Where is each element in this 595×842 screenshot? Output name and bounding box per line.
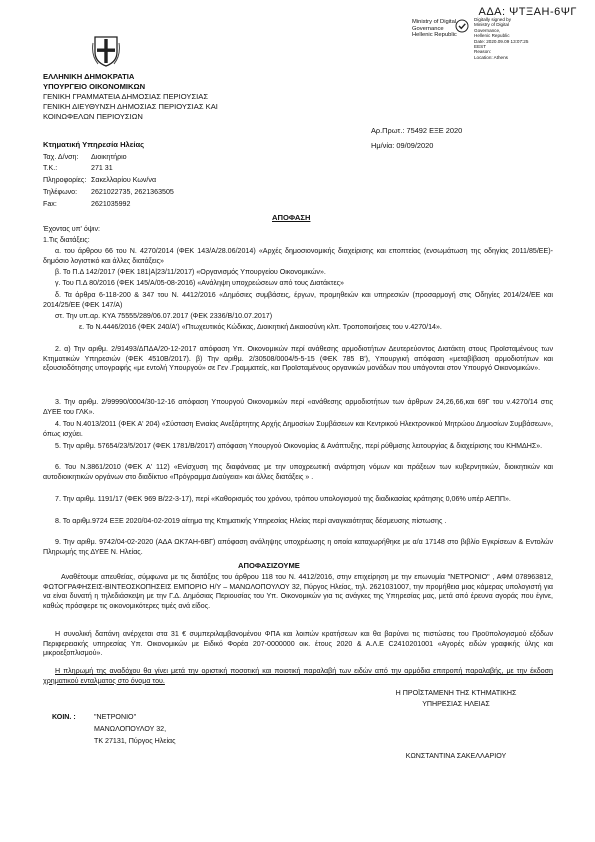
ada-code: ΑΔΑ: ΨΤΞΑΗ-6ΨΓ bbox=[478, 6, 577, 18]
provision-item: γ. Του Π.Δ 80/2016 (ΦΕΚ 145/Α/05-08-2016) «Ανάληψη υποχρεώσεων από τους Διατάκτες» bbox=[55, 279, 344, 287]
contact-row bbox=[43, 200, 130, 210]
contact-key: Ταχ. Δ/νση: bbox=[43, 153, 79, 161]
provision-item: στ. Την υπ.αρ. ΚΥΑ 75555/289/06.07.2017 (ΦΕΚ 2336/Β/10.07.2017) bbox=[55, 312, 273, 320]
contact-row bbox=[43, 164, 113, 174]
contact-value: Διοικητήριο bbox=[91, 153, 127, 161]
header-line-3: ΓΕΝΙΚΗ ΓΡΑΜΜΑΤΕΙΑ ΔΗΜΟΣΙΑΣ ΠΕΡΙΟΥΣΙΑΣ bbox=[43, 92, 209, 101]
contact-value: 2621035992 bbox=[91, 200, 131, 208]
signature-line: Digitally signed by bbox=[474, 17, 512, 22]
provision-item: 3. Την αριθμ. 2/99990/0004/30-12-16 απόφαση Υπουργού Οικονομικών περί «ανάθεσης αρμοδιοτήτων των άρθρων 24,26,66,και 69Γ του ν.4270/14 στις ΔΥΕΕ του ΓΛΚ». bbox=[43, 398, 553, 416]
payment-paragraph: Η πληρωμή της αναδόχου θα γίνει μετά την οριστική ποσοτική και ποιοτική παραλαβή των ειδών από την αρμόδια επιτροπή παραλαβής, με την έκδοση χρηματικού ενταλματος στο όνομα του. bbox=[43, 667, 553, 685]
contact-value: 2621022735, 2621363505 bbox=[91, 188, 174, 196]
contact-key: Τηλέφωνο: bbox=[43, 188, 78, 196]
contact-key: Πληροφορίες: bbox=[43, 176, 87, 184]
signature-check-icon bbox=[455, 19, 469, 33]
contact-row bbox=[43, 188, 174, 198]
service-name: Κτηματική Υπηρεσία Ηλείας bbox=[43, 140, 145, 149]
contact-row bbox=[43, 176, 156, 186]
provision-item: 5. Την αριθμ. 57654/23/5/2017 (ΦΕΚ 1781/Β/2017) απόφαση Υπουργού Οικονομίας & Ανάπτυξης, περί ρύθμισης λειτουργίας & διαχείρισης του ΚΗΜΔΗΣ». bbox=[55, 442, 543, 450]
document-date: Ημ/νία: 09/09/2020 bbox=[371, 141, 434, 150]
signature-line: Location: Athens bbox=[474, 54, 508, 60]
protocol-number: Αρ.Πρωτ.: 75492 ΕΞΕ 2020 bbox=[371, 126, 463, 135]
header-line-4: ΓΕΝΙΚΗ ΔΙΕΥΘΥΝΣΗ ΔΗΜΟΣΙΑΣ ΠΕΡΙΟΥΣΙΑΣ ΚΑΙ bbox=[43, 102, 218, 111]
signature-details bbox=[474, 17, 528, 60]
provision-item: 2. α) Την αριθμ. 2/91493/ΔΠΔΑ/20-12-2017 απόφαση Υπ. Οικονομικών περί ανάθεσης αρμοδιοτήτων Δευτερεύοντος Διατάκτη στους Προϊσταμένους των Κτηματικών Υπηρεσιών (ΦΕΚ 4510Β/2017). β) Την αριθμ. 2/30508/0004/5-5-15 (ΦΕΚ 785 Β'), Υπουργική απόφαση «μεταβίβαση αρμοδιοτήτων και εξουσιοδότησης υπογραφής «με εντολή Υπουργού» σε Γεν .Γραμματείς, και Προϊσταμένους οργανικών μονάδων που υπάγονται στον Υπουργό Οικονομικών». bbox=[43, 345, 553, 373]
badge-line: Hellenic Republic bbox=[412, 32, 457, 39]
signature-line: Ministry of Digital bbox=[474, 22, 509, 28]
contact-value: 271 31 bbox=[91, 164, 113, 172]
having-in-mind: Έχοντας υπ' όψιν: bbox=[43, 225, 100, 233]
header-line-1: ΕΛΛΗΝΙΚΗ ΔΗΜΟΚΡΑΤΙΑ bbox=[43, 72, 135, 81]
badge-line: Governance bbox=[412, 25, 444, 32]
header-line-5: ΚΟΙΝΩΦΕΛΩΝ ΠΕΡΙΟΥΣΙΩΝ bbox=[43, 112, 143, 121]
contact-key: Τ.Κ.: bbox=[43, 164, 58, 172]
koin-label: ΚΟΙΝ. : bbox=[52, 713, 76, 721]
signature-line: Hellenic Republic bbox=[474, 33, 510, 39]
decision-paragraph: Αναθέτουμε απευθείας, σύμφωνα με τις διατάξεις του άρθρου 118 του Ν. 4412/2016, στην επιχείρηση με την επωνυμία "ΝΕΤΡΟΝΙΟ" , ΑΦΜ 078963812, ΦΩΤΟΓΡΑΦΗΣΕΙΣ-ΒΙΝΤΕΟΣΚΟΠΗΣΕΙΣ ΕΜΠΟΡΙΟ Η/Υ – ΜΑΝΩΛΟΠΟΥΛΟΥ 32, Πύργος Ηλείας, τηλ. 2621031007, την προμήθεια μιας κάμερας υπολογιστή για να είναι δυνατή η τηλεδιάσκεψη με την Γ.Δ. Δημόσιας Περιουσίας του Υπ. Οικονομικών για τις ανάγκες της Υπηρεσίας μας, μετά από έρευνα αγοράς που έγινε, καθώς πρόσφερε τις οικονομικότερες τιμές ανά είδος. bbox=[43, 573, 553, 610]
koin-recipient: "ΝΕΤΡΟΝΙΟ" bbox=[94, 713, 137, 721]
provision-item: δ. Τα άρθρα 6-118-200 & 347 του Ν. 4412/2016 «Δημόσιες συμβάσεις, έργων, προμηθειών και υπηρεσιών (προσαρμογή στις Οδηγίες 2014/24/ΕΕ και 2014/25/ΕΕ (ΦΕΚ 147/Α) bbox=[43, 291, 553, 309]
contact-value: Σακελλαρίου Κων/να bbox=[91, 176, 157, 184]
badge-line: Ministry of Digital bbox=[412, 19, 457, 25]
provision-item: β. Το Π.Δ 142/2017 (ΦΕΚ 181|Α|23/11/2017) «Οργανισμός Υπουργείου Οικονομικών». bbox=[55, 268, 326, 276]
provisions-heading: 1.Τις διατάξεις: bbox=[43, 236, 90, 244]
signature-line: Reason: bbox=[474, 49, 492, 55]
koin-city: ΤΚ 27131, Πύργος Ηλείας bbox=[94, 737, 176, 745]
provision-item: 6. Του Ν.3861/2010 (ΦΕΚ Α' 112) «Ενίσχυση της διαφάνειας με την υποχρεωτική ανάρτηση νόμων και πράξεων των κυβερνητικών, διοικητικών και αυτοδιοικητικών οργάνων στο διαδίκτυο «Πρόγραμμα Διαύγεια» και άλλες διατάξεις » . bbox=[43, 463, 553, 481]
header-line-2: ΥΠΟΥΡΓΕΙΟ ΟΙΚΟΝΟΜΙΚΩΝ bbox=[43, 82, 146, 91]
koin-address: ΜΑΝΩΛΟΠΟΥΛΟΥ 32, bbox=[94, 725, 167, 733]
signature-role-2: ΥΠΗΡΕΣΙΑΣ ΗΛΕΙΑΣ bbox=[422, 700, 490, 708]
provision-item: 4. Του Ν.4013/2011 (ΦΕΚ Α' 204) «Σύσταση Ενιαίας Ανεξάρτητης Αρχής Δημοσίων Συμβάσεων και Κεντρικού Ηλεκτρονικού Μητρώου Δημοσίων Συμβάσεων», όπως ισχύει. bbox=[43, 420, 553, 438]
signature-line: EEST bbox=[474, 44, 486, 50]
greek-emblem-icon bbox=[92, 35, 120, 68]
cost-paragraph: Η συνολική δαπάνη ανέρχεται στα 31 € συμπεριλαμβανομένου ΦΠΑ και λοιπών κρατήσεων και θα βαρύνει τις πιστώσεις του Προϋπολογισμού εξόδων Περιφερειακής υπηρεσίας Υπ. Οικονομικών με Ειδικό Φορέα 207-0000000 οικ. έτους 2020 & Α.Λ.Ε C2410201001 «Αγορές ειδών γραφικής ύλης και μικροεξοπλισμού». bbox=[43, 630, 553, 658]
contact-key: Fax: bbox=[43, 200, 57, 208]
ministry-badge bbox=[412, 19, 457, 39]
contact-row bbox=[43, 153, 127, 163]
decision-heading: ΑΠΟΦΑΣΙΖΟΥΜΕ bbox=[238, 561, 300, 570]
signature-line: Governance, bbox=[474, 27, 501, 33]
provision-item: 8. Το αριθμ.9724 ΕΞΕ 2020/04-02-2019 αίτημα της Κτηματικής Υπηρεσίας Ηλείας περί αναγκαιότητας δέσμευσης πίστωσης . bbox=[55, 517, 447, 525]
signatory-name: ΚΩΝΣΤΑΝΤΙΝΑ ΣΑΚΕΛΛΑΡΙΟΥ bbox=[405, 752, 507, 760]
provision-item: ε. Το Ν.4446/2016 (ΦΕΚ 240/Α') «Πτωχευτικός Κώδικας, Διοικητική Δικαιοσύνη κλπ. Τροποποιήσεις του ν.4270/14». bbox=[79, 323, 442, 331]
document-title: ΑΠΟΦΑΣΗ bbox=[272, 213, 311, 222]
provision-item: α. του άρθρου 66 του Ν. 4270/2014 (ΦΕΚ 143/Α/28.06/2014) «Αρχές δημοσιονομικής διαχείρισης και εποπτείας (ενσωμάτωση της οδηγίας 2011/85/ΕΕ)- δημόσιο λογιστικό και άλλες διατάξεις» bbox=[43, 247, 553, 265]
provision-item: 9. Την αριθμ. 9742/04-02-2020 (ΑΔΑ ΩΚ7ΑΗ-6ΒΓ) απόφαση ανάληψης υποχρέωσης η οποία καταχωρήθηκε με α/α 17148 στο βιβλίο Εγκρίσεων & Εντολών Πληρωμής της ΔΥΕΕ Ν. Ηλείας. bbox=[43, 538, 553, 556]
signature-role-1: Η ΠΡΟΪΣΤΑΜΕΝΗ ΤΗΣ ΚΤΗΜΑΤΙΚΗΣ bbox=[395, 689, 517, 697]
provision-item: 7. Την αριθμ. 1191/17 (ΦΕΚ 969 Β/22-3-17), περί «Καθορισμός του χρόνου, τρόπου υπολογισμού της διαδικασίας κράτησης 0,06% υπέρ ΑΕΠΠ». bbox=[55, 495, 511, 503]
signature-line: Date: 2020.09.09 13:07:25 bbox=[474, 38, 529, 44]
